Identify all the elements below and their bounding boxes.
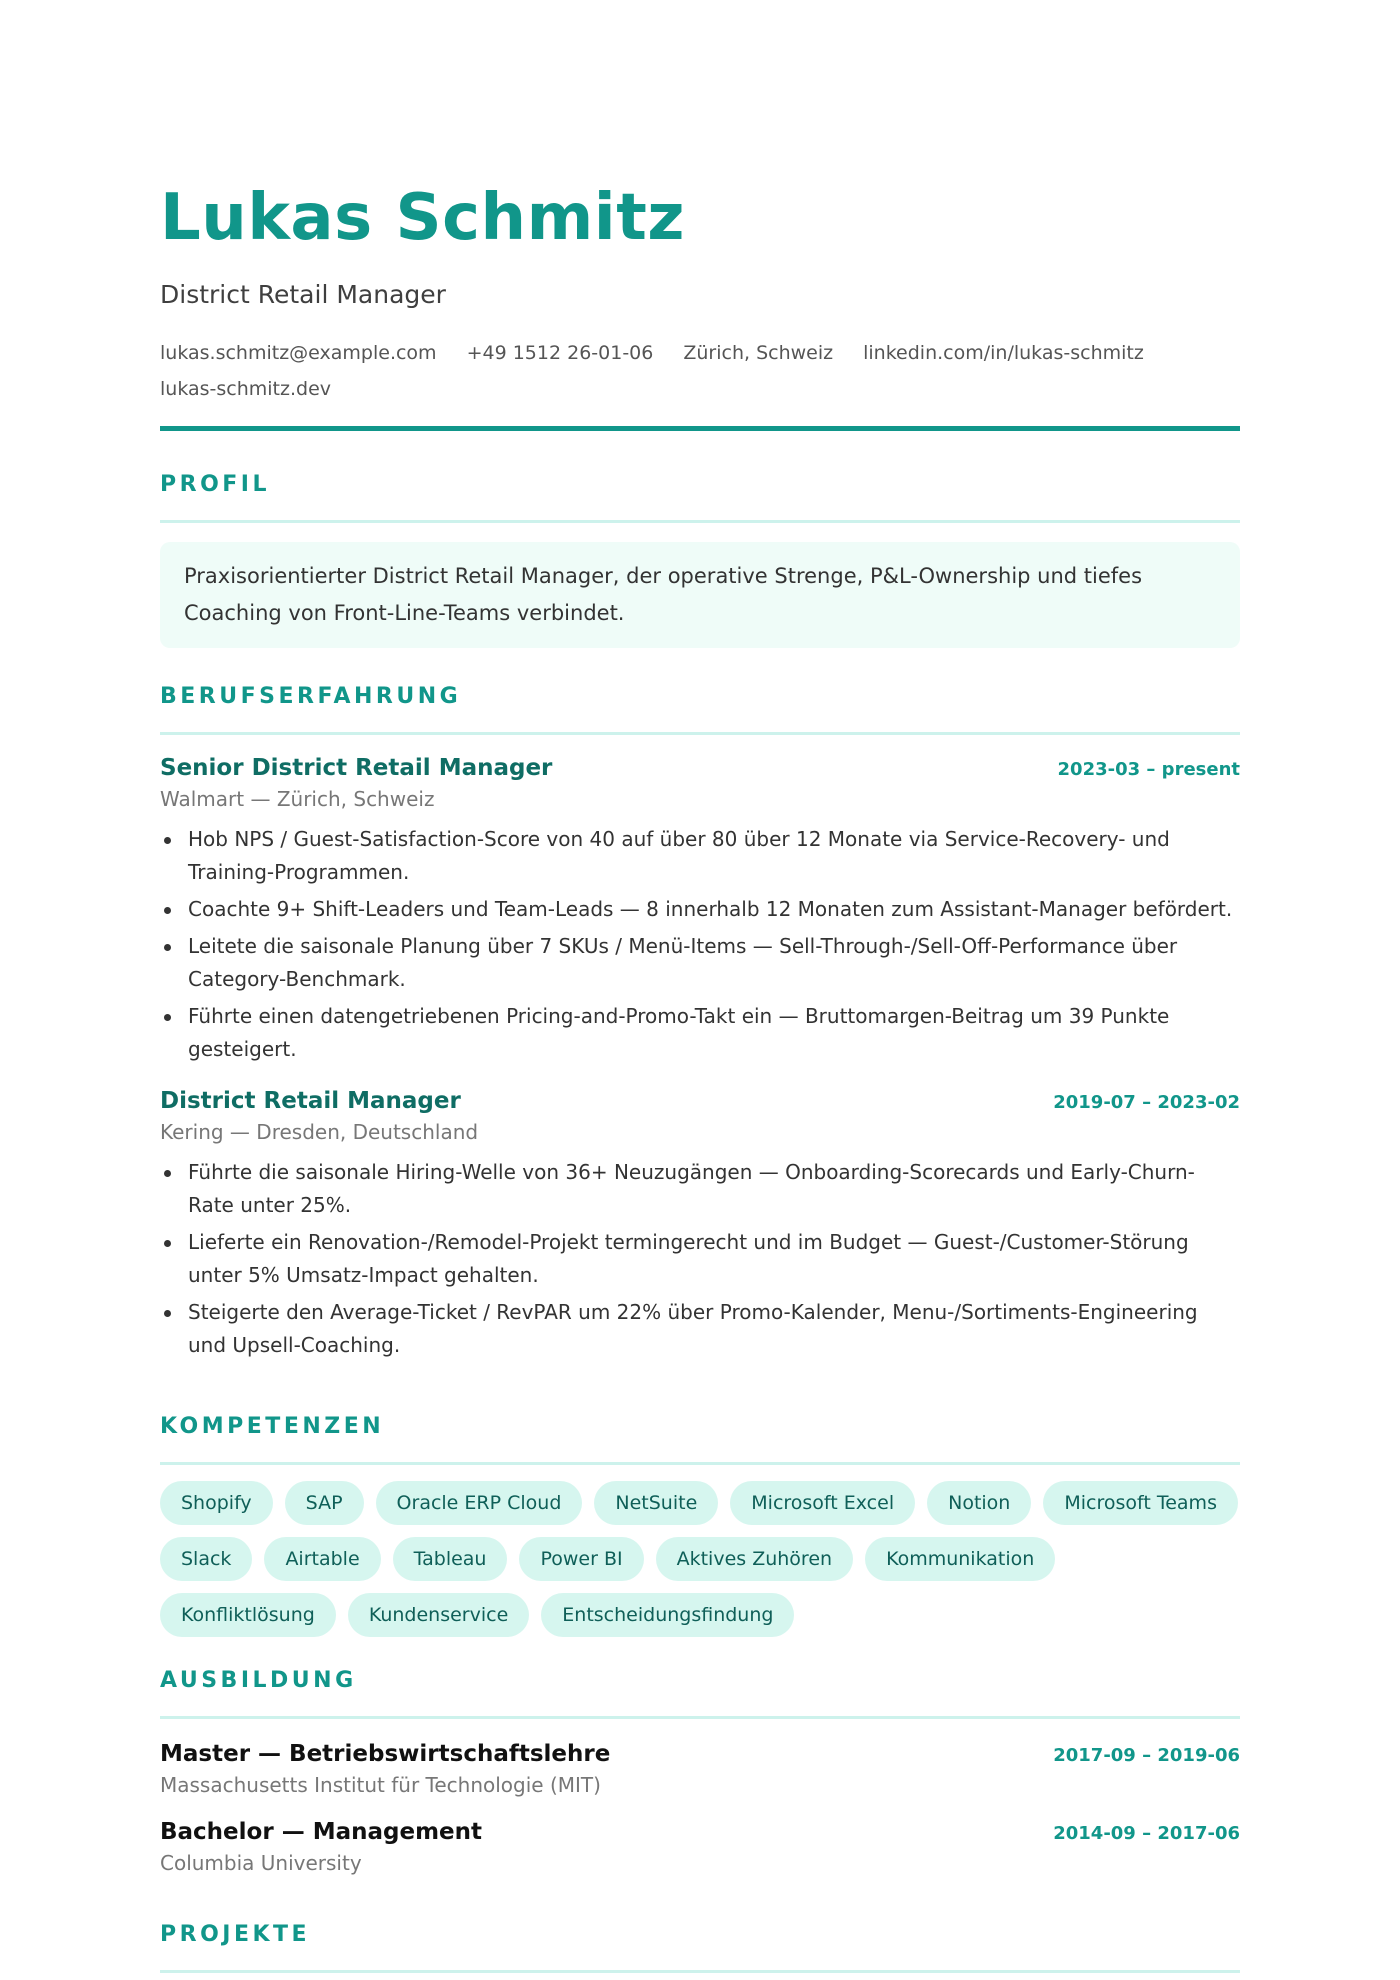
education-entry (160, 1819, 1240, 1875)
job-dates: 2023-03 – present (1057, 759, 1240, 780)
profile-section (160, 470, 1240, 648)
contact-email[interactable]: lukas.schmitz@example.com (160, 342, 437, 364)
candidate-name: Lukas Schmitz (160, 181, 686, 255)
job-company: Kering — Dresden, Deutschland (160, 1120, 479, 1144)
education-entry (160, 1741, 1240, 1797)
skill-chip: Notion (927, 1481, 1031, 1525)
section-divider (160, 1970, 1240, 1973)
contact-website[interactable]: lukas-schmitz.dev (160, 378, 332, 400)
skill-chip: Konfliktlösung (160, 1593, 336, 1637)
education-dates: 2017-09 – 2019-06 (1053, 1745, 1240, 1766)
experience-section (160, 682, 1240, 1366)
job-bullets (160, 1156, 1240, 1362)
skill-chip: Tableau (393, 1537, 508, 1581)
contact-location: Zürich, Schweiz (683, 342, 834, 364)
projects-section (160, 1920, 1240, 1973)
job-bullet: Führte einen datengetriebenen Pricing-and-Promo-Takt ein — Bruttomargen-Beitrag um 39 Punkte gesteigert. (160, 1000, 1240, 1066)
skill-chip: Kommunikation (865, 1537, 1055, 1581)
contact-linkedin[interactable]: linkedin.com/in/lukas-schmitz (863, 342, 1144, 364)
skills-section (160, 1412, 1240, 1637)
job-bullet: Leitete die saisonale Planung über 7 SKUs / Menü-Items — Sell-Through-/Sell-Off-Performance über Category-Benchmark. (160, 930, 1240, 996)
education-dates: 2014-09 – 2017-06 (1053, 1823, 1240, 1844)
contact-phone[interactable]: +49 1512 26-01-06 (466, 342, 654, 364)
skill-chip: Aktives Zuhören (656, 1537, 853, 1581)
job-bullet: Führte die saisonale Hiring-Welle von 36+ Neuzugängen — Onboarding-Scorecards und Early-Churn-Rate unter 25%. (160, 1156, 1240, 1222)
skill-chip: Oracle ERP Cloud (376, 1481, 583, 1525)
job-bullet: Steigerte den Average-Ticket / RevPAR um 22% über Promo-Kalender, Menu-/Sortiments-Engineering und Upsell-Coaching. (160, 1296, 1240, 1362)
skill-chip: Microsoft Teams (1043, 1481, 1238, 1525)
education-section (160, 1666, 1240, 1875)
section-title-profile: PROFIL (160, 472, 270, 497)
contact-info (160, 335, 1240, 407)
header-divider (160, 426, 1240, 431)
section-divider (160, 520, 1240, 523)
job-company: Walmart — Zürich, Schweiz (160, 787, 435, 811)
candidate-role: District Retail Manager (160, 280, 446, 309)
section-title-education: AUSBILDUNG (160, 1668, 357, 1693)
education-degree: Master — Betriebswirtschaftslehre (160, 1741, 611, 1767)
skill-chip: Power BI (519, 1537, 643, 1581)
job-entry (160, 1088, 1240, 1362)
section-title-skills: KOMPETENZEN (160, 1414, 385, 1439)
job-bullet: Hob NPS / Guest-Satisfaction-Score von 40 auf über 80 über 12 Monate via Service-Recovery- und Training-Programmen. (160, 823, 1240, 889)
section-divider (160, 1716, 1240, 1719)
education-school: Massachusetts Institut für Technologie (MIT) (160, 1773, 601, 1797)
skill-chip: Shopify (160, 1481, 273, 1525)
section-title-projects: PROJEKTE (160, 1922, 311, 1947)
skill-chip: NetSuite (594, 1481, 718, 1525)
skill-chip: Microsoft Excel (730, 1481, 915, 1525)
profile-summary: Praxisorientierter District Retail Manager, der operative Strenge, P&L-Ownership und tiefes Coaching von Front-Line-Teams verbindet. (160, 542, 1240, 648)
job-title: Senior District Retail Manager (160, 755, 553, 781)
skill-chip: Entscheidungsfindung (541, 1593, 794, 1637)
skill-chip: Slack (160, 1537, 252, 1581)
section-divider (160, 732, 1240, 735)
job-bullets (160, 823, 1240, 1066)
skill-chips (160, 1481, 1240, 1637)
section-title-experience: BERUFSERFAHRUNG (160, 684, 462, 709)
skill-chip: Kundenservice (348, 1593, 529, 1637)
skill-chip: Airtable (264, 1537, 380, 1581)
job-bullet: Lieferte ein Renovation-/Remodel-Projekt termingerecht und im Budget — Guest-/Customer-Störung unter 5% Umsatz-Impact gehalten. (160, 1226, 1240, 1292)
job-dates: 2019-07 – 2023-02 (1053, 1092, 1240, 1113)
education-degree: Bachelor — Management (160, 1819, 482, 1845)
job-title: District Retail Manager (160, 1088, 461, 1114)
education-school: Columbia University (160, 1851, 362, 1875)
job-bullet: Coachte 9+ Shift-Leaders und Team-Leads — 8 innerhalb 12 Monaten zum Assistant-Manager befördert. (160, 893, 1240, 926)
job-entry (160, 755, 1240, 1066)
section-divider (160, 1462, 1240, 1465)
skill-chip: SAP (285, 1481, 364, 1525)
